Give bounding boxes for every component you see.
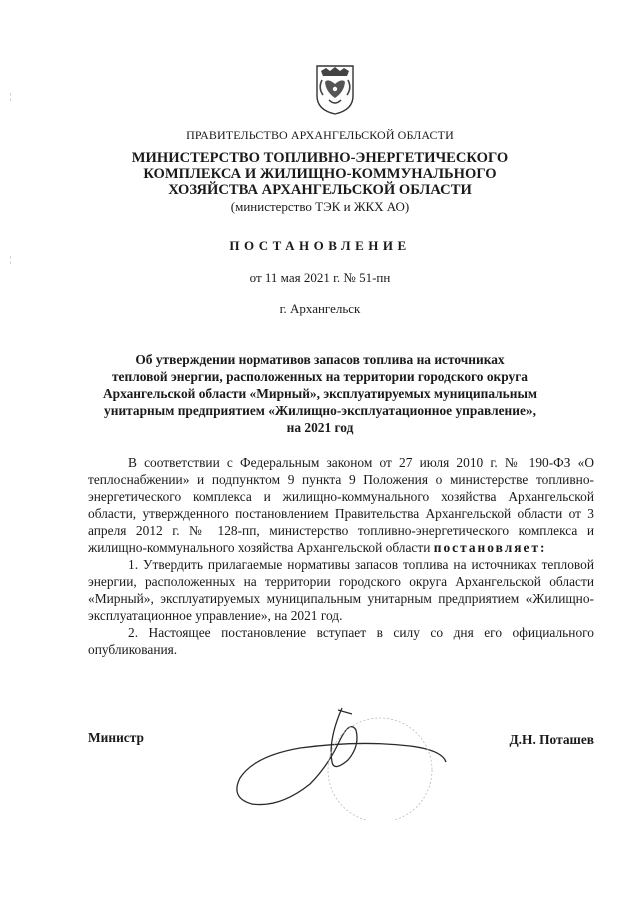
ministry-line-2: КОМПЛЕКСА И ЖИЛИЩНО-КОММУНАЛЬНОГО <box>143 166 497 182</box>
item-2-paragraph: 2. Настоящее постановление вступает в силу со дня его официального опубликования. <box>88 625 594 657</box>
ministry-line-1: МИНИСТЕРСТВО ТОПЛИВНО-ЭНЕРГЕТИЧЕСКОГО <box>131 150 509 166</box>
handwritten-signature <box>210 700 470 820</box>
title-line: Об утверждении нормативов запасов топлива на источниках <box>135 352 505 367</box>
ministry-line-3: ХОЗЯЙСТВА АРХАНГЕЛЬСКОЙ ОБЛАСТИ <box>168 182 472 198</box>
signatory-name: Д.Н. Поташев <box>509 732 594 747</box>
government-name: ПРАВИТЕЛЬСТВО АРХАНГЕЛЬСКОЙ ОБЛАСТИ <box>186 128 454 142</box>
margin-mark: ¦ <box>10 92 12 101</box>
title-line: тепловой энергии, расположенных на территории городского округа <box>111 369 528 384</box>
decree-date-number: от 11 мая 2021 г. № 51-пн <box>249 270 391 285</box>
title-line: унитарным предприятием «Жилищно-эксплуатационное управление», <box>104 403 536 418</box>
title-line: на 2021 год <box>286 420 354 435</box>
document-type: ПОСТАНОВЛЕНИЕ <box>229 238 411 253</box>
title-line: Архангельской области «Мирный», эксплуатируемых муниципальным <box>102 386 538 401</box>
decree-city: г. Архангельск <box>279 301 361 316</box>
resolves-word: постановляет: <box>433 540 547 555</box>
intro-text: В соответствии с Федеральным законом от 27 июля 2010 г. № 190-ФЗ «О теплоснабжении» и подпунктом 9 пункта 9 Положения о министерстве топливно-энергетического комплекса и жилищно-коммунального хозяйства Архангельской области, утвержденного постановлением Правительства Архангельской области от 3 апреля 2012 г. № 128-пп, министерство топливно-энергетического комплекса и жилищно-коммунального хозяйства Архангельской области <box>88 455 594 555</box>
margin-mark: ¦ <box>10 255 12 264</box>
document-title <box>95 351 545 436</box>
signatory-position: Министр <box>88 730 144 745</box>
intro-paragraph <box>88 454 594 556</box>
document-body <box>88 454 594 658</box>
ministry-abbreviation: (министерство ТЭК и ЖКХ АО) <box>230 199 410 214</box>
ministry-name <box>0 150 640 215</box>
coat-of-arms-icon <box>314 62 356 116</box>
item-1-paragraph: 1. Утвердить прилагаемые нормативы запасов топлива на источниках тепловой энергии, расположенных на территории городского округа Архангельской области «Мирный», эксплуатируемых муниципальным унитарным предприятием «Жилищно-эксплуатационное управление», на 2021 год. <box>88 557 594 623</box>
